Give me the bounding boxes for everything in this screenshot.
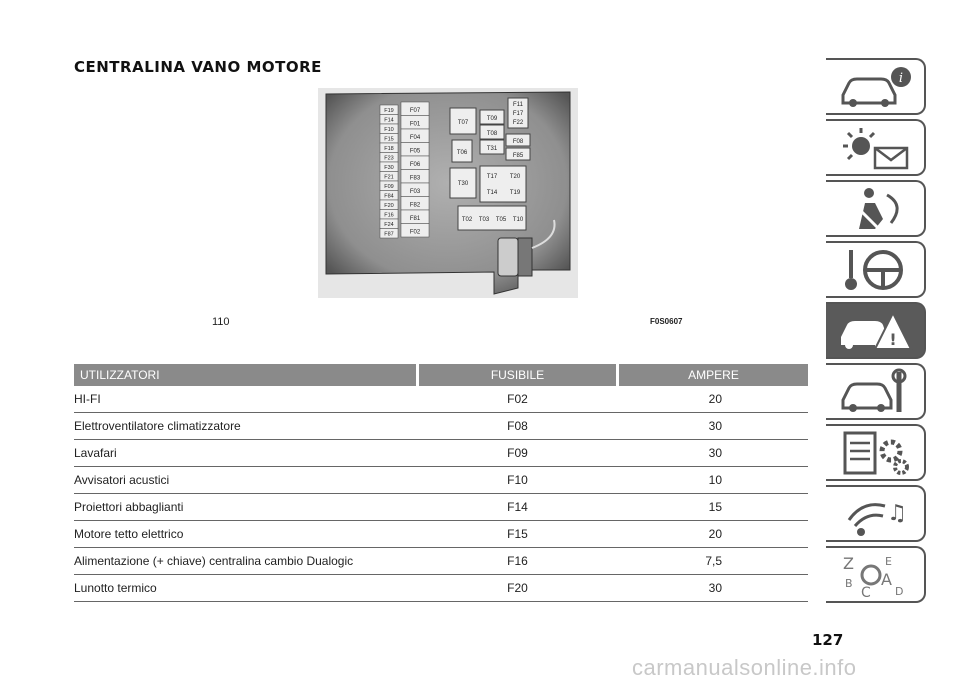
fuse-label-f21: F21: [384, 174, 394, 181]
table-header-row: [74, 364, 808, 386]
fuse-column-center: [401, 102, 429, 237]
table-row: [74, 413, 808, 440]
cell-utilizzatore: Proiettori abbaglianti: [74, 494, 418, 521]
fuse-label-f06: F06: [409, 162, 421, 169]
table-row: [74, 521, 808, 548]
relay-t05: T05: [495, 217, 507, 223]
svg-text:A: A: [881, 569, 892, 589]
fuse-label-f20: F20: [384, 203, 394, 210]
tab-emergency[interactable]: [826, 302, 926, 359]
fuse-f17: F17: [512, 111, 524, 117]
tab-multimedia[interactable]: [826, 485, 926, 542]
figure-number: 110: [212, 316, 230, 328]
table-row: [74, 494, 808, 521]
table-row: [74, 440, 808, 467]
header-ampere: AMPERE: [618, 364, 809, 386]
technical-data-icon: [835, 429, 915, 477]
watermark-text: carmanualsonline.info: [632, 655, 857, 680]
fuse-f11: F11: [513, 102, 523, 108]
relay-t02: T02: [461, 217, 473, 223]
relay-t03: T03: [478, 217, 490, 223]
relay-t30: T30: [457, 181, 469, 187]
cell-utilizzatore: Avvisatori acustici: [74, 467, 418, 494]
svg-text:C: C: [861, 584, 871, 599]
svg-text:i: i: [898, 70, 904, 86]
cell-fusibile: F16: [418, 548, 618, 575]
relay-t20: T20: [509, 174, 521, 180]
fuse-f08: F08: [512, 139, 524, 145]
fuse-f22: F22: [512, 120, 524, 126]
fuse-label-f87: F87: [384, 231, 394, 238]
chapter-sidebar: [826, 58, 928, 607]
relay-t31: T31: [486, 146, 498, 152]
fuse-label-f09: F09: [384, 184, 394, 191]
fuse-label-f23: F23: [384, 155, 394, 162]
index-alphabet-icon: [835, 551, 915, 599]
fuse-label-f10: F10: [384, 127, 394, 134]
relay-t09: T09: [486, 116, 498, 122]
car-maintenance-icon: [835, 368, 915, 416]
tab-safety[interactable]: [826, 180, 926, 237]
cell-ampere: 30: [618, 413, 809, 440]
warning-lights-message-icon: [835, 124, 915, 172]
cell-utilizzatore: Motore tetto elettrico: [74, 521, 418, 548]
relay-t19: T19: [509, 190, 521, 196]
steering-key-icon: [835, 246, 915, 294]
svg-text:E: E: [885, 554, 892, 568]
fuse-box-diagram: [318, 88, 578, 298]
cell-utilizzatore: Lunotto termico: [74, 575, 418, 602]
fuse-label-f84: F84: [384, 193, 394, 200]
fuse-label-f82: F82: [409, 202, 421, 209]
cell-ampere: 20: [618, 521, 809, 548]
relay-t10: T10: [512, 217, 524, 223]
fuse-label-f14: F14: [384, 117, 394, 124]
cell-ampere: 20: [618, 386, 809, 413]
cell-utilizzatore: Lavafari: [74, 440, 418, 467]
cell-utilizzatore: Alimentazione (+ chiave) centralina cambio Dualogic: [74, 548, 418, 575]
cell-ampere: 10: [618, 467, 809, 494]
fuse-label-f30: F30: [384, 165, 394, 172]
table-row: [74, 548, 808, 575]
fuse-table: [74, 364, 808, 602]
page-title: CENTRALINA VANO MOTORE: [74, 58, 322, 76]
tab-car-info[interactable]: [826, 58, 926, 115]
relay-t14: T14: [486, 190, 498, 196]
relay-t17: T17: [486, 174, 498, 180]
svg-text:♫: ♫: [887, 500, 907, 526]
cell-fusibile: F20: [418, 575, 618, 602]
fuse-label-f15: F15: [384, 136, 394, 143]
fuse-label-f03: F03: [409, 189, 421, 196]
cell-fusibile: F14: [418, 494, 618, 521]
tab-technical-data[interactable]: [826, 424, 926, 481]
fuse-label-f81: F81: [409, 216, 421, 223]
cell-fusibile: F10: [418, 467, 618, 494]
cell-ampere: 15: [618, 494, 809, 521]
relay-t06: T06: [456, 150, 468, 156]
svg-text:!: !: [889, 329, 897, 349]
fuse-f85: F85: [512, 153, 524, 159]
fuse-label-f05: F05: [409, 148, 421, 155]
page-number: 127: [812, 631, 844, 649]
cell-fusibile: F09: [418, 440, 618, 467]
fuse-label-f24: F24: [384, 222, 394, 229]
header-utilizzatori: UTILIZZATORI: [74, 364, 418, 386]
fuse-column-left: [380, 105, 398, 238]
multimedia-icon: [835, 490, 915, 538]
svg-text:Z: Z: [843, 553, 854, 573]
fuse-label-f01: F01: [409, 121, 421, 128]
fuse-label-f18: F18: [384, 146, 394, 153]
cell-utilizzatore: Elettroventilatore climatizzatore: [74, 413, 418, 440]
fuse-label-f83: F83: [409, 175, 421, 182]
relay-t08: T08: [486, 131, 498, 137]
tab-index[interactable]: [826, 546, 926, 603]
fuse-label-f16: F16: [384, 212, 394, 219]
fuse-label-f02: F02: [409, 229, 421, 236]
cell-ampere: 30: [618, 440, 809, 467]
relay-t07: T07: [457, 120, 469, 126]
fuse-label-f07: F07: [409, 108, 421, 115]
fuse-label-f04: F04: [409, 135, 421, 142]
cell-ampere: 30: [618, 575, 809, 602]
figure-code: F0S0607: [650, 317, 683, 326]
cell-ampere: 7,5: [618, 548, 809, 575]
table-row: [74, 467, 808, 494]
svg-text:B: B: [845, 576, 853, 590]
svg-text:D: D: [895, 584, 904, 598]
cell-fusibile: F02: [418, 386, 618, 413]
tab-warning-lights[interactable]: [826, 119, 926, 176]
tab-maintenance[interactable]: [826, 363, 926, 420]
table-row: [74, 575, 808, 602]
emergency-triangle-icon: [835, 307, 915, 355]
car-info-icon: [835, 63, 915, 111]
table-row: [74, 386, 808, 413]
seat-airbag-icon: [835, 185, 915, 233]
fuse-label-f19: F19: [384, 108, 394, 115]
cell-fusibile: F08: [418, 413, 618, 440]
header-fusibile: FUSIBILE: [418, 364, 618, 386]
tab-starting-driving[interactable]: [826, 241, 926, 298]
cell-fusibile: F15: [418, 521, 618, 548]
cell-utilizzatore: HI-FI: [74, 386, 418, 413]
